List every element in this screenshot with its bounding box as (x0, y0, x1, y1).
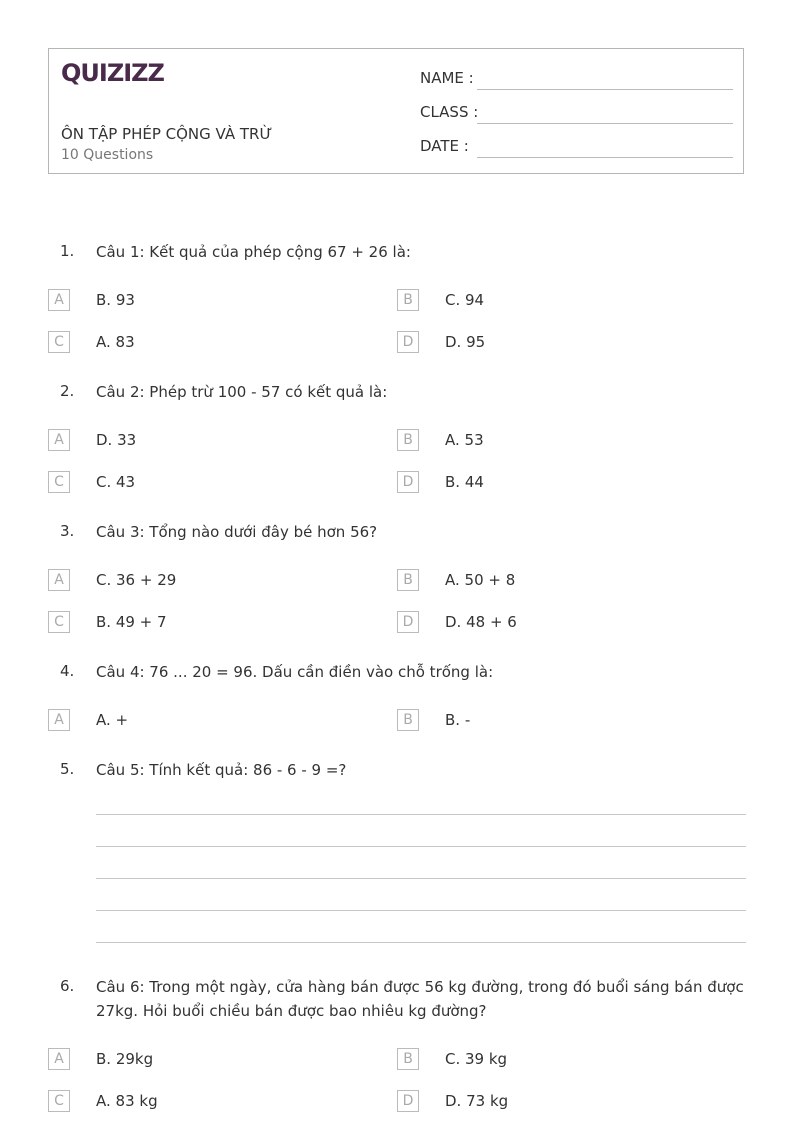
question-number: 3. (60, 522, 75, 540)
option-text[interactable]: D. 48 + 6 (445, 613, 517, 631)
answer-line[interactable] (96, 910, 746, 911)
question-text: Câu 4: 76 ... 20 = 96. Dấu cần điền vào chỗ trống là: (96, 663, 494, 681)
option-text[interactable]: A. 83 (96, 333, 135, 351)
option-text[interactable]: C. 94 (445, 291, 485, 309)
answer-line[interactable] (96, 814, 746, 815)
question-count: 10 Questions (61, 147, 154, 163)
option-letter-box[interactable]: B (397, 429, 419, 451)
date-label: DATE : (420, 137, 469, 155)
quizizz-logo: QUIZIZZ (61, 59, 164, 87)
option-text[interactable]: B. 44 (445, 473, 484, 491)
question-text: Câu 5: Tính kết quả: 86 - 6 - 9 =? (96, 761, 347, 779)
option-text[interactable]: C. 36 + 29 (96, 571, 177, 589)
option-text[interactable]: D. 33 (96, 431, 137, 449)
answer-line[interactable] (96, 942, 746, 943)
answer-line[interactable] (96, 878, 746, 879)
question-text: Câu 1: Kết quả của phép cộng 67 + 26 là: (96, 243, 411, 261)
option-letter-box[interactable]: B (397, 569, 419, 591)
option-letter-box[interactable]: A (48, 709, 70, 731)
option-text[interactable]: D. 95 (445, 333, 486, 351)
option-letter-box[interactable]: C (48, 331, 70, 353)
option-letter-box[interactable]: B (397, 1048, 419, 1070)
class-label: CLASS : (420, 103, 479, 121)
class-line[interactable] (477, 123, 733, 124)
option-letter-box[interactable]: C (48, 471, 70, 493)
name-line[interactable] (477, 89, 733, 90)
option-text[interactable]: B. 93 (96, 291, 135, 309)
option-letter-box[interactable]: D (397, 471, 419, 493)
question-text: Câu 6: Trong một ngày, cửa hàng bán được 56 kg đường, trong đó buổi sáng bán được 27kg. Hỏi buổi chiều bán được bao nhiêu kg đường? (96, 978, 744, 1020)
option-text[interactable]: C. 43 (96, 473, 136, 491)
option-text[interactable]: A. 53 (445, 431, 484, 449)
option-letter-box[interactable]: D (397, 611, 419, 633)
question-number: 2. (60, 382, 75, 400)
option-text[interactable]: A. 50 + 8 (445, 571, 516, 589)
option-text[interactable]: A. + (96, 711, 129, 729)
option-letter-box[interactable]: A (48, 569, 70, 591)
option-text[interactable]: B. 49 + 7 (96, 613, 167, 631)
name-label: NAME : (420, 69, 474, 87)
question-number: 5. (60, 760, 75, 778)
question-number: 1. (60, 242, 75, 260)
option-text[interactable]: B. 29kg (96, 1050, 154, 1068)
question-number: 4. (60, 662, 75, 680)
answer-line[interactable] (96, 846, 746, 847)
option-letter-box[interactable]: B (397, 289, 419, 311)
option-text[interactable]: B. - (445, 711, 471, 729)
option-letter-box[interactable]: D (397, 1090, 419, 1112)
option-letter-box[interactable]: D (397, 331, 419, 353)
question-number: 6. (60, 977, 75, 995)
option-letter-box[interactable]: C (48, 611, 70, 633)
worksheet-title: ÔN TẬP PHÉP CỘNG VÀ TRỪ (61, 125, 273, 143)
option-letter-box[interactable]: B (397, 709, 419, 731)
question-text: Câu 2: Phép trừ 100 - 57 có kết quả là: (96, 383, 388, 401)
option-text[interactable]: A. 83 kg (96, 1092, 158, 1110)
question-text: Câu 3: Tổng nào dưới đây bé hơn 56? (96, 523, 378, 541)
option-letter-box[interactable]: A (48, 289, 70, 311)
option-letter-box[interactable]: A (48, 1048, 70, 1070)
option-text[interactable]: D. 73 kg (445, 1092, 509, 1110)
date-line[interactable] (477, 157, 733, 158)
worksheet-header (48, 48, 744, 174)
option-letter-box[interactable]: C (48, 1090, 70, 1112)
option-letter-box[interactable]: A (48, 429, 70, 451)
option-text[interactable]: C. 39 kg (445, 1050, 508, 1068)
